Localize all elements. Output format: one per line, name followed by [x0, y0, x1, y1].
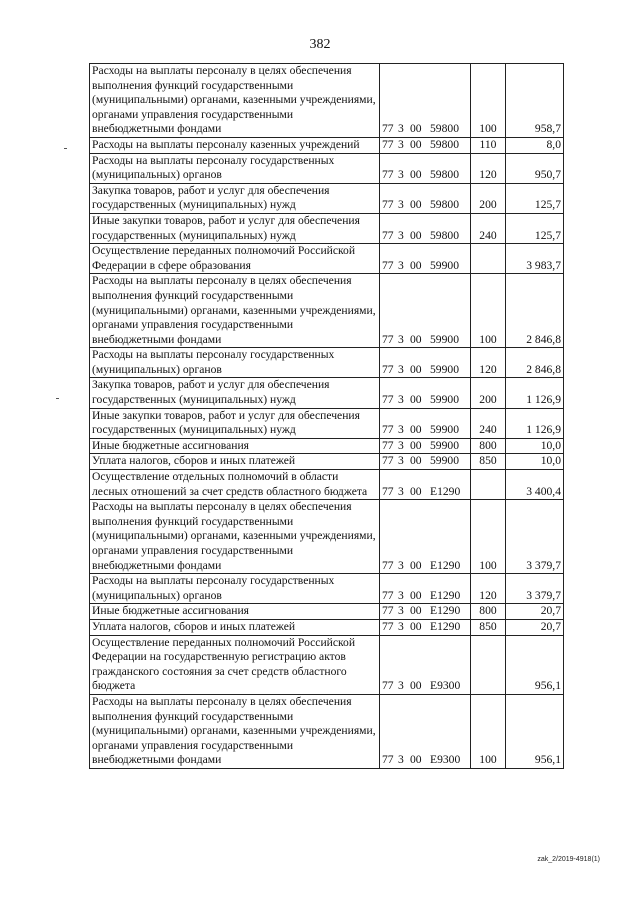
code-segment: 00 — [410, 454, 422, 468]
table-row — [90, 378, 564, 408]
expense-type-cell — [471, 635, 506, 694]
scan-mark — [64, 148, 67, 149]
code-segment: 00 — [410, 168, 422, 182]
amount-cell: 958,7 — [506, 64, 564, 138]
code-segment: 77 — [382, 423, 394, 437]
amount-cell: 3 400,4 — [506, 470, 564, 500]
amount-cell: 3 379,7 — [506, 574, 564, 604]
code-segment: 77 — [382, 484, 394, 498]
target-code-cell — [380, 635, 471, 694]
expense-name-cell: Расходы на выплаты персоналу в целях обеспечения выполнения функций государственными (муниципальными) органами, казенными учреждениями, органами управления государственными внебюджетными фондами — [90, 694, 380, 768]
code-segment: 3 — [398, 168, 404, 182]
target-code-cell — [380, 438, 471, 454]
target-code-cell — [380, 274, 471, 348]
table-row — [90, 213, 564, 243]
code-segment: 3 — [398, 679, 404, 693]
code-segment: 77 — [382, 588, 394, 602]
amount-cell: 2 846,8 — [506, 348, 564, 378]
code-segment: 77 — [382, 258, 394, 272]
expense-name-cell: Закупка товаров, работ и услуг для обеспечения государственных (муниципальных) нужд — [90, 378, 380, 408]
expense-name-cell: Расходы на выплаты персоналу государственных (муниципальных) органов — [90, 348, 380, 378]
target-code-cell — [380, 64, 471, 138]
code-segment: 59900 — [430, 393, 459, 407]
code-segment: 3 — [398, 423, 404, 437]
table-row — [90, 244, 564, 274]
code-segment: 00 — [410, 604, 422, 618]
expense-name-cell: Иные закупки товаров, работ и услуг для обеспечения государственных (муниципальных) нужд — [90, 213, 380, 243]
amount-cell: 8,0 — [506, 137, 564, 153]
table-row — [90, 604, 564, 620]
amount-cell: 125,7 — [506, 183, 564, 213]
document-footer-code: zak_2/2019-4918(1) — [537, 856, 600, 863]
code-segment: 59900 — [430, 438, 459, 452]
amount-cell: 3 983,7 — [506, 244, 564, 274]
expense-type-cell: 100 — [471, 500, 506, 574]
code-segment: 3 — [398, 122, 404, 136]
amount-cell: 20,7 — [506, 619, 564, 635]
code-segment: 00 — [410, 558, 422, 572]
expense-name-cell: Расходы на выплаты персоналу в целях обеспечения выполнения функций государственными (муниципальными) органами, казенными учреждениями, органами управления государственными внебюджетными фондами — [90, 64, 380, 138]
code-segment: E1290 — [430, 588, 461, 602]
code-segment: 3 — [398, 619, 404, 633]
expense-type-cell: 850 — [471, 619, 506, 635]
target-code-cell — [380, 137, 471, 153]
code-segment: 59800 — [430, 228, 459, 242]
code-segment: E1290 — [430, 619, 461, 633]
table-row — [90, 470, 564, 500]
expense-name-cell: Расходы на выплаты персоналу государственных (муниципальных) органов — [90, 153, 380, 183]
table-row — [90, 619, 564, 635]
expense-type-cell: 100 — [471, 274, 506, 348]
expense-type-cell — [471, 470, 506, 500]
code-segment: 3 — [398, 604, 404, 618]
code-segment: 77 — [382, 168, 394, 182]
table-row — [90, 454, 564, 470]
table-row — [90, 64, 564, 138]
amount-cell: 10,0 — [506, 454, 564, 470]
code-segment: 00 — [410, 362, 422, 376]
target-code-cell — [380, 153, 471, 183]
code-segment: 00 — [410, 619, 422, 633]
code-segment: 77 — [382, 619, 394, 633]
code-segment: E1290 — [430, 484, 461, 498]
table-row — [90, 183, 564, 213]
code-segment: 77 — [382, 198, 394, 212]
code-segment: 59900 — [430, 332, 459, 346]
amount-cell: 2 846,8 — [506, 274, 564, 348]
table-row — [90, 137, 564, 153]
code-segment: 59800 — [430, 198, 459, 212]
expense-name-cell: Расходы на выплаты персоналу государственных (муниципальных) органов — [90, 574, 380, 604]
target-code-cell — [380, 619, 471, 635]
code-segment: 3 — [398, 332, 404, 346]
amount-cell: 1 126,9 — [506, 378, 564, 408]
table-row — [90, 635, 564, 694]
amount-cell: 956,1 — [506, 635, 564, 694]
expense-name-cell: Иные бюджетные ассигнования — [90, 438, 380, 454]
code-segment: 00 — [410, 753, 422, 767]
target-code-cell — [380, 244, 471, 274]
expense-name-cell: Расходы на выплаты персоналу в целях обеспечения выполнения функций государственными (муниципальными) органами, казенными учреждениями, органами управления государственными внебюджетными фондами — [90, 274, 380, 348]
expense-type-cell: 800 — [471, 604, 506, 620]
code-segment: 3 — [398, 753, 404, 767]
table-row — [90, 348, 564, 378]
amount-cell: 956,1 — [506, 694, 564, 768]
expense-name-cell: Уплата налогов, сборов и иных платежей — [90, 454, 380, 470]
target-code-cell — [380, 604, 471, 620]
code-segment: 77 — [382, 753, 394, 767]
code-segment: 3 — [398, 558, 404, 572]
code-segment: 77 — [382, 362, 394, 376]
expense-type-cell: 240 — [471, 408, 506, 438]
expense-name-cell: Уплата налогов, сборов и иных платежей — [90, 619, 380, 635]
amount-cell: 3 379,7 — [506, 500, 564, 574]
budget-table — [89, 63, 564, 769]
amount-cell: 950,7 — [506, 153, 564, 183]
expense-name-cell: Иные закупки товаров, работ и услуг для обеспечения государственных (муниципальных) нужд — [90, 408, 380, 438]
amount-cell: 1 126,9 — [506, 408, 564, 438]
code-segment: 00 — [410, 484, 422, 498]
table-row — [90, 574, 564, 604]
expense-name-cell: Осуществление отдельных полномочий в области лесных отношений за счет средств областного бюджета — [90, 470, 380, 500]
target-code-cell — [380, 470, 471, 500]
expense-type-cell: 240 — [471, 213, 506, 243]
code-segment: 3 — [398, 258, 404, 272]
expense-type-cell: 110 — [471, 137, 506, 153]
code-segment: 3 — [398, 484, 404, 498]
code-segment: 59900 — [430, 362, 459, 376]
code-segment: 77 — [382, 228, 394, 242]
expense-name-cell: Закупка товаров, работ и услуг для обеспечения государственных (муниципальных) нужд — [90, 183, 380, 213]
target-code-cell — [380, 408, 471, 438]
target-code-cell — [380, 454, 471, 470]
code-segment: 3 — [398, 137, 404, 151]
expense-type-cell: 850 — [471, 454, 506, 470]
amount-cell: 125,7 — [506, 213, 564, 243]
target-code-cell — [380, 378, 471, 408]
code-segment: 77 — [382, 604, 394, 618]
code-segment: 00 — [410, 588, 422, 602]
table-row — [90, 274, 564, 348]
code-segment: 00 — [410, 228, 422, 242]
code-segment: 00 — [410, 137, 422, 151]
expense-type-cell — [471, 244, 506, 274]
code-segment: 77 — [382, 438, 394, 452]
code-segment: 3 — [398, 198, 404, 212]
table-row — [90, 500, 564, 574]
code-segment: E1290 — [430, 558, 461, 572]
page-number: 382 — [309, 37, 331, 52]
code-segment: 77 — [382, 454, 394, 468]
code-segment: 00 — [410, 258, 422, 272]
table-row — [90, 694, 564, 768]
code-segment: 00 — [410, 393, 422, 407]
code-segment: 00 — [410, 679, 422, 693]
code-segment: 59800 — [430, 137, 459, 151]
target-code-cell — [380, 183, 471, 213]
expense-type-cell: 120 — [471, 348, 506, 378]
code-segment: 77 — [382, 393, 394, 407]
code-segment: 00 — [410, 332, 422, 346]
code-segment: 59900 — [430, 454, 459, 468]
target-code-cell — [380, 574, 471, 604]
expense-type-cell: 100 — [471, 694, 506, 768]
expense-name-cell: Расходы на выплаты персоналу в целях обеспечения выполнения функций государственными (муниципальными) органами, казенными учреждениями, органами управления государственными внебюджетными фондами — [90, 500, 380, 574]
amount-cell: 20,7 — [506, 604, 564, 620]
code-segment: 3 — [398, 588, 404, 602]
target-code-cell — [380, 694, 471, 768]
expense-type-cell: 200 — [471, 378, 506, 408]
expense-type-cell: 800 — [471, 438, 506, 454]
expense-name-cell: Осуществление переданных полномочий Российской Федерации на государственную регистрацию актов гражданского состояния за счет средств областного бюджета — [90, 635, 380, 694]
scan-mark — [56, 398, 59, 399]
amount-cell: 10,0 — [506, 438, 564, 454]
code-segment: 3 — [398, 228, 404, 242]
code-segment: 3 — [398, 438, 404, 452]
code-segment: 3 — [398, 393, 404, 407]
code-segment: 77 — [382, 679, 394, 693]
code-segment: 3 — [398, 362, 404, 376]
code-segment: 77 — [382, 332, 394, 346]
table-row — [90, 408, 564, 438]
code-segment: 00 — [410, 438, 422, 452]
code-segment: E9300 — [430, 679, 461, 693]
expense-type-cell: 200 — [471, 183, 506, 213]
expense-name-cell: Расходы на выплаты персоналу казенных учреждений — [90, 137, 380, 153]
code-segment: 3 — [398, 454, 404, 468]
expense-type-cell: 100 — [471, 64, 506, 138]
code-segment: 00 — [410, 198, 422, 212]
target-code-cell — [380, 500, 471, 574]
code-segment: 59900 — [430, 258, 459, 272]
target-code-cell — [380, 348, 471, 378]
expense-name-cell: Иные бюджетные ассигнования — [90, 604, 380, 620]
code-segment: 77 — [382, 122, 394, 136]
code-segment: 00 — [410, 423, 422, 437]
code-segment: E9300 — [430, 753, 461, 767]
target-code-cell — [380, 213, 471, 243]
code-segment: 59900 — [430, 423, 459, 437]
expense-type-cell: 120 — [471, 574, 506, 604]
expense-name-cell: Осуществление переданных полномочий Российской Федерации в сфере образования — [90, 244, 380, 274]
code-segment: E1290 — [430, 604, 461, 618]
code-segment: 00 — [410, 122, 422, 136]
code-segment: 59800 — [430, 122, 459, 136]
code-segment: 77 — [382, 137, 394, 151]
table-row — [90, 438, 564, 454]
code-segment: 77 — [382, 558, 394, 572]
table-row — [90, 153, 564, 183]
code-segment: 59800 — [430, 168, 459, 182]
expense-type-cell: 120 — [471, 153, 506, 183]
